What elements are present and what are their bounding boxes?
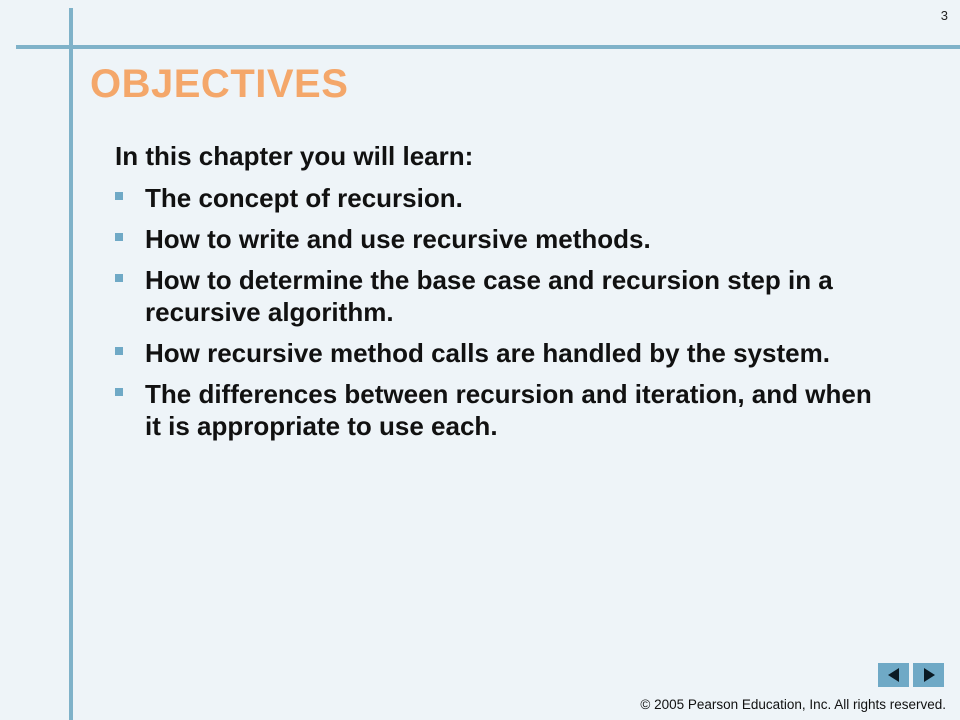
bullet-square-icon [115, 378, 145, 396]
list-item [115, 182, 875, 214]
bullet-square-icon [115, 182, 145, 200]
next-slide-button[interactable] [913, 663, 944, 687]
list-item [115, 337, 875, 369]
intro-text: In this chapter you will learn: [115, 141, 474, 171]
triangle-left-icon [886, 667, 902, 683]
list-item [115, 378, 875, 442]
list-item-text: How to write and use recursive methods. [145, 224, 651, 254]
list-item-text: How recursive method calls are handled by the system. [145, 338, 830, 368]
slide-title: OBJECTIVES [90, 62, 349, 106]
copyright-footer: © 2005 Pearson Education, Inc. All rights reserved. [640, 697, 946, 712]
page-number: 3 [940, 8, 948, 23]
triangle-right-icon [921, 667, 937, 683]
previous-slide-button[interactable] [878, 663, 909, 687]
horizontal-rule [16, 45, 960, 49]
list-item [115, 264, 875, 328]
list-item-text: The concept of recursion. [145, 183, 463, 213]
bullet-square-icon [115, 223, 145, 241]
bullet-square-icon [115, 264, 145, 282]
vertical-rule [69, 8, 73, 720]
list-item [115, 223, 875, 255]
slide-navigation [878, 663, 944, 687]
list-item-text: How to determine the base case and recursion step in a recursive algorithm. [145, 265, 833, 327]
objectives-list [115, 182, 875, 451]
bullet-square-icon [115, 337, 145, 355]
list-item-text: The differences between recursion and iteration, and when it is appropriate to use each. [145, 379, 872, 441]
